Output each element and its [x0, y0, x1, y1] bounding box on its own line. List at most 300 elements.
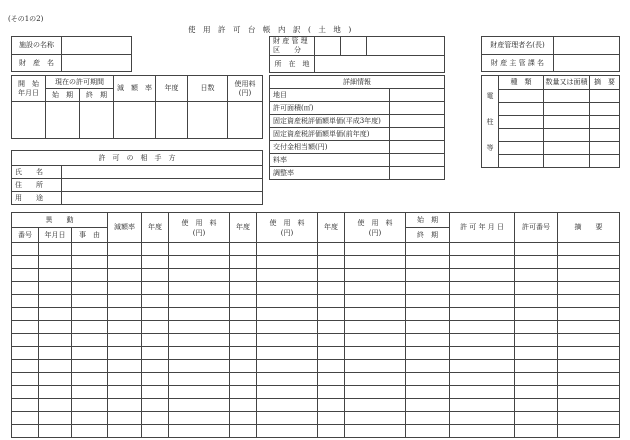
- change-cell[interactable]: [318, 282, 345, 295]
- change-row: [12, 399, 620, 412]
- change-cell[interactable]: [108, 373, 142, 386]
- change-row: [12, 256, 620, 269]
- change-cell[interactable]: [72, 321, 108, 334]
- change-cell[interactable]: [12, 425, 39, 438]
- change-cell[interactable]: [406, 425, 450, 438]
- section-field[interactable]: [554, 55, 620, 72]
- manager-label: 財産管理者名(長): [482, 37, 554, 55]
- change-cell[interactable]: [230, 399, 257, 412]
- change-cell[interactable]: [257, 243, 318, 256]
- change-cell[interactable]: [72, 308, 108, 321]
- change-cell[interactable]: [515, 386, 558, 399]
- change-cell[interactable]: [39, 347, 72, 360]
- note-field[interactable]: [590, 90, 620, 103]
- change-cell[interactable]: [257, 295, 318, 308]
- change-cell[interactable]: [12, 399, 39, 412]
- period-block: [11, 75, 263, 139]
- change-row: [12, 386, 620, 399]
- change-cell[interactable]: [72, 256, 108, 269]
- detail-row-field[interactable]: [390, 141, 445, 154]
- change-cell[interactable]: [230, 295, 257, 308]
- location-label: 所 在 地: [270, 56, 315, 73]
- pole-side-label: 電 柱 等: [482, 76, 499, 168]
- change-cell[interactable]: [72, 412, 108, 425]
- change-cell[interactable]: [108, 256, 142, 269]
- detail-row-label: 交付金相当額(円): [270, 141, 390, 154]
- change-cell[interactable]: [142, 334, 169, 347]
- property-name-label: 財 産 名: [12, 55, 62, 72]
- change-cell[interactable]: [108, 399, 142, 412]
- change-cell[interactable]: [169, 295, 230, 308]
- change-cell[interactable]: [558, 269, 620, 282]
- change-cell[interactable]: [345, 386, 406, 399]
- change-cell[interactable]: [558, 399, 620, 412]
- change-cell[interactable]: [345, 425, 406, 438]
- change-cell[interactable]: [257, 386, 318, 399]
- change-cell[interactable]: [12, 334, 39, 347]
- change-cell[interactable]: [12, 386, 39, 399]
- division-field-3[interactable]: [367, 37, 445, 56]
- year-col-header: 年度: [142, 213, 169, 243]
- change-cell[interactable]: [450, 425, 515, 438]
- change-cell[interactable]: [39, 386, 72, 399]
- change-cell[interactable]: [345, 295, 406, 308]
- change-cell[interactable]: [169, 347, 230, 360]
- qty-field[interactable]: [544, 116, 590, 129]
- property-name-field[interactable]: [62, 55, 132, 72]
- change-cell[interactable]: [257, 347, 318, 360]
- change-cell[interactable]: [169, 386, 230, 399]
- fee-field[interactable]: [228, 102, 263, 139]
- change-cell[interactable]: [515, 282, 558, 295]
- change-cell[interactable]: [318, 321, 345, 334]
- change-cell[interactable]: [406, 347, 450, 360]
- change-row: [12, 269, 620, 282]
- change-cell[interactable]: [406, 399, 450, 412]
- change-cell[interactable]: [257, 360, 318, 373]
- current-period-label: 現在の許可期間: [46, 76, 114, 89]
- change-cell[interactable]: [345, 399, 406, 412]
- change-cell[interactable]: [72, 269, 108, 282]
- change-cell[interactable]: [39, 412, 72, 425]
- change-cell[interactable]: [108, 321, 142, 334]
- permittee-name-label: 氏 名: [12, 166, 62, 179]
- note-field[interactable]: [590, 129, 620, 142]
- change-cell[interactable]: [515, 399, 558, 412]
- change-cell[interactable]: [318, 399, 345, 412]
- change-cell[interactable]: [257, 373, 318, 386]
- change-cell[interactable]: [12, 282, 39, 295]
- change-cell[interactable]: [318, 386, 345, 399]
- permittee-address-label: 住 所: [12, 179, 62, 192]
- change-cell[interactable]: [230, 308, 257, 321]
- change-cell[interactable]: [318, 425, 345, 438]
- change-cell[interactable]: [169, 282, 230, 295]
- change-row: [12, 373, 620, 386]
- change-cell[interactable]: [108, 347, 142, 360]
- change-cell[interactable]: [345, 360, 406, 373]
- change-row: [12, 347, 620, 360]
- property-mgmt-division-label: 財 産 管 理 区 分: [270, 37, 315, 56]
- change-cell[interactable]: [515, 321, 558, 334]
- change-cell[interactable]: [406, 308, 450, 321]
- change-cell[interactable]: [450, 399, 515, 412]
- kind-field[interactable]: [499, 142, 544, 155]
- change-row: [12, 425, 620, 438]
- change-cell[interactable]: [142, 412, 169, 425]
- change-cell[interactable]: [169, 243, 230, 256]
- start-date-field[interactable]: [12, 102, 46, 139]
- change-cell[interactable]: [72, 243, 108, 256]
- change-cell[interactable]: [72, 347, 108, 360]
- change-cell[interactable]: [39, 373, 72, 386]
- change-cell[interactable]: [108, 412, 142, 425]
- manager-box: [481, 36, 620, 72]
- change-cell[interactable]: [406, 243, 450, 256]
- change-cell[interactable]: [450, 295, 515, 308]
- change-cell[interactable]: [39, 334, 72, 347]
- change-cell[interactable]: [142, 321, 169, 334]
- change-cell[interactable]: [230, 386, 257, 399]
- change-cell[interactable]: [169, 399, 230, 412]
- change-cell[interactable]: [406, 360, 450, 373]
- reduction-label: 減 額 率: [114, 76, 156, 102]
- qty-field[interactable]: [544, 155, 590, 168]
- facility-name-field[interactable]: [62, 37, 132, 55]
- change-cell[interactable]: [515, 295, 558, 308]
- change-cell[interactable]: [142, 269, 169, 282]
- manager-field[interactable]: [554, 37, 620, 55]
- change-cell[interactable]: [257, 282, 318, 295]
- end-label: 終 期: [80, 89, 114, 102]
- reason-col-header: 事 由: [72, 228, 108, 243]
- change-cell[interactable]: [318, 269, 345, 282]
- change-cell[interactable]: [230, 321, 257, 334]
- change-cell[interactable]: [345, 321, 406, 334]
- kind-field[interactable]: [499, 116, 544, 129]
- change-cell[interactable]: [406, 412, 450, 425]
- change-cell[interactable]: [230, 347, 257, 360]
- change-cell[interactable]: [108, 269, 142, 282]
- note-field[interactable]: [590, 116, 620, 129]
- change-cell[interactable]: [39, 295, 72, 308]
- change-cell[interactable]: [257, 308, 318, 321]
- kind-header: 種 類: [499, 76, 544, 90]
- change-cell[interactable]: [450, 256, 515, 269]
- change-row: [12, 360, 620, 373]
- change-cell[interactable]: [450, 347, 515, 360]
- kind-field[interactable]: [499, 155, 544, 168]
- change-cell[interactable]: [142, 386, 169, 399]
- change-cell[interactable]: [39, 308, 72, 321]
- change-cell[interactable]: [345, 347, 406, 360]
- change-cell[interactable]: [257, 412, 318, 425]
- change-cell[interactable]: [450, 373, 515, 386]
- change-cell[interactable]: [39, 269, 72, 282]
- start-date-label: 開 始 年月日: [12, 76, 46, 102]
- change-cell[interactable]: [257, 321, 318, 334]
- facility-name-label: 施設の名称: [12, 37, 62, 55]
- change-cell[interactable]: [72, 334, 108, 347]
- change-cell[interactable]: [39, 282, 72, 295]
- change-row: [12, 412, 620, 425]
- change-cell[interactable]: [39, 256, 72, 269]
- detail-row-field[interactable]: [390, 115, 445, 128]
- change-cell[interactable]: [558, 425, 620, 438]
- change-cell[interactable]: [169, 334, 230, 347]
- change-cell[interactable]: [230, 425, 257, 438]
- change-cell[interactable]: [12, 360, 39, 373]
- change-cell[interactable]: [230, 360, 257, 373]
- change-cell[interactable]: [39, 243, 72, 256]
- permit-no-header: 許可番号: [515, 213, 558, 243]
- change-cell[interactable]: [345, 256, 406, 269]
- change-cell[interactable]: [345, 282, 406, 295]
- change-cell[interactable]: [108, 334, 142, 347]
- change-cell[interactable]: [142, 308, 169, 321]
- change-cell[interactable]: [318, 347, 345, 360]
- change-cell[interactable]: [230, 243, 257, 256]
- change-cell[interactable]: [450, 321, 515, 334]
- reduction-col-header: 減額率: [108, 213, 142, 243]
- change-cell[interactable]: [72, 386, 108, 399]
- change-cell[interactable]: [72, 425, 108, 438]
- qty-field[interactable]: [544, 103, 590, 116]
- change-cell[interactable]: [72, 295, 108, 308]
- change-cell[interactable]: [558, 360, 620, 373]
- permittee-purpose-field[interactable]: [62, 192, 263, 205]
- change-cell[interactable]: [345, 334, 406, 347]
- kind-field[interactable]: [499, 90, 544, 103]
- date-col-header: 年月日: [39, 228, 72, 243]
- change-cell[interactable]: [257, 269, 318, 282]
- change-cell[interactable]: [318, 256, 345, 269]
- division-field-1[interactable]: [315, 37, 341, 56]
- detail-row-field[interactable]: [390, 89, 445, 102]
- change-cell[interactable]: [558, 412, 620, 425]
- permittee-name-field[interactable]: [62, 166, 263, 179]
- change-cell[interactable]: [318, 308, 345, 321]
- change-cell[interactable]: [318, 360, 345, 373]
- detail-row-field[interactable]: [390, 128, 445, 141]
- change-cell[interactable]: [450, 360, 515, 373]
- change-cell[interactable]: [108, 243, 142, 256]
- change-cell[interactable]: [515, 256, 558, 269]
- change-row: [12, 308, 620, 321]
- change-cell[interactable]: [142, 373, 169, 386]
- change-cell[interactable]: [12, 347, 39, 360]
- days-field[interactable]: [188, 102, 228, 139]
- change-cell[interactable]: [169, 373, 230, 386]
- change-cell[interactable]: [108, 308, 142, 321]
- change-cell[interactable]: [72, 360, 108, 373]
- change-cell[interactable]: [12, 373, 39, 386]
- fee-label: 使用料 (円): [228, 76, 263, 102]
- change-cell[interactable]: [515, 425, 558, 438]
- change-cell[interactable]: [406, 373, 450, 386]
- change-cell[interactable]: [72, 282, 108, 295]
- change-cell[interactable]: [39, 425, 72, 438]
- change-cell[interactable]: [12, 269, 39, 282]
- year-col-header: 年度: [230, 213, 257, 243]
- change-cell[interactable]: [142, 347, 169, 360]
- change-cell[interactable]: [39, 399, 72, 412]
- change-cell[interactable]: [169, 308, 230, 321]
- change-cell[interactable]: [515, 269, 558, 282]
- change-cell[interactable]: [450, 282, 515, 295]
- change-cell[interactable]: [406, 256, 450, 269]
- detail-row-label: 固定資産税評価額単価(前年度): [270, 128, 390, 141]
- change-cell[interactable]: [558, 347, 620, 360]
- change-cell[interactable]: [406, 282, 450, 295]
- change-cell[interactable]: [406, 295, 450, 308]
- change-cell[interactable]: [108, 295, 142, 308]
- change-row: [12, 321, 620, 334]
- change-cell[interactable]: [39, 321, 72, 334]
- change-cell[interactable]: [230, 373, 257, 386]
- change-cell[interactable]: [515, 243, 558, 256]
- change-cell[interactable]: [318, 373, 345, 386]
- reduction-field[interactable]: [114, 102, 156, 139]
- change-cell[interactable]: [169, 269, 230, 282]
- change-cell[interactable]: [142, 360, 169, 373]
- form-title: 使 用 許 可 台 帳 内 訳 ( 土 地 ): [188, 25, 352, 34]
- change-cell[interactable]: [230, 412, 257, 425]
- change-row: [12, 334, 620, 347]
- change-cell[interactable]: [257, 256, 318, 269]
- detail-row-field[interactable]: [390, 102, 445, 115]
- change-cell[interactable]: [558, 243, 620, 256]
- change-cell[interactable]: [515, 360, 558, 373]
- change-cell[interactable]: [515, 373, 558, 386]
- change-cell[interactable]: [450, 386, 515, 399]
- change-row: [12, 282, 620, 295]
- year-field[interactable]: [156, 102, 188, 139]
- change-cell[interactable]: [169, 360, 230, 373]
- change-cell[interactable]: [257, 425, 318, 438]
- change-cell[interactable]: [12, 295, 39, 308]
- change-cell[interactable]: [515, 308, 558, 321]
- change-cell[interactable]: [12, 321, 39, 334]
- detail-block: [269, 75, 445, 180]
- change-cell[interactable]: [169, 425, 230, 438]
- change-cell[interactable]: [558, 321, 620, 334]
- note-field[interactable]: [590, 142, 620, 155]
- change-cell[interactable]: [39, 360, 72, 373]
- change-cell[interactable]: [142, 425, 169, 438]
- location-field[interactable]: [315, 56, 445, 73]
- change-cell[interactable]: [406, 321, 450, 334]
- pole-block: [481, 75, 620, 168]
- change-cell[interactable]: [12, 412, 39, 425]
- change-cell[interactable]: [230, 334, 257, 347]
- change-cell[interactable]: [345, 373, 406, 386]
- change-cell[interactable]: [318, 334, 345, 347]
- change-cell[interactable]: [230, 282, 257, 295]
- change-cell[interactable]: [72, 399, 108, 412]
- change-cell[interactable]: [345, 308, 406, 321]
- change-cell[interactable]: [558, 256, 620, 269]
- change-cell[interactable]: [345, 412, 406, 425]
- change-cell[interactable]: [558, 373, 620, 386]
- change-cell[interactable]: [450, 334, 515, 347]
- change-cell[interactable]: [108, 386, 142, 399]
- note-field[interactable]: [590, 103, 620, 116]
- change-cell[interactable]: [450, 243, 515, 256]
- change-cell[interactable]: [142, 282, 169, 295]
- change-cell[interactable]: [108, 360, 142, 373]
- change-cell[interactable]: [169, 412, 230, 425]
- change-cell[interactable]: [142, 243, 169, 256]
- change-cell[interactable]: [450, 412, 515, 425]
- note-field[interactable]: [590, 155, 620, 168]
- detail-header: 詳細情報: [270, 76, 445, 89]
- change-cell[interactable]: [12, 243, 39, 256]
- change-cell[interactable]: [318, 243, 345, 256]
- change-cell[interactable]: [558, 295, 620, 308]
- start-field[interactable]: [46, 102, 80, 139]
- change-cell[interactable]: [230, 256, 257, 269]
- division-field-2[interactable]: [341, 37, 367, 56]
- year-col-header: 年度: [318, 213, 345, 243]
- change-cell[interactable]: [558, 386, 620, 399]
- qty-header: 数量又は面積: [544, 76, 590, 90]
- change-cell[interactable]: [257, 334, 318, 347]
- kind-field[interactable]: [499, 103, 544, 116]
- change-cell[interactable]: [406, 334, 450, 347]
- change-cell[interactable]: [515, 412, 558, 425]
- change-cell[interactable]: [450, 269, 515, 282]
- qty-field[interactable]: [544, 142, 590, 155]
- change-cell[interactable]: [318, 295, 345, 308]
- change-cell[interactable]: [108, 425, 142, 438]
- change-cell[interactable]: [318, 412, 345, 425]
- change-cell[interactable]: [345, 269, 406, 282]
- fee-col-header: 使 用 料 (円): [345, 213, 406, 243]
- permittee-address-field[interactable]: [62, 179, 263, 192]
- qty-field[interactable]: [544, 90, 590, 103]
- change-cell[interactable]: [169, 256, 230, 269]
- change-cell[interactable]: [558, 308, 620, 321]
- change-cell[interactable]: [515, 347, 558, 360]
- change-cell[interactable]: [12, 256, 39, 269]
- change-cell[interactable]: [406, 386, 450, 399]
- change-cell[interactable]: [169, 321, 230, 334]
- detail-row-field[interactable]: [390, 154, 445, 167]
- change-cell[interactable]: [142, 295, 169, 308]
- detail-row-field[interactable]: [390, 167, 445, 180]
- change-cell[interactable]: [345, 243, 406, 256]
- change-cell[interactable]: [515, 334, 558, 347]
- end-field[interactable]: [80, 102, 114, 139]
- days-label: 日数: [188, 76, 228, 102]
- kind-field[interactable]: [499, 129, 544, 142]
- change-cell[interactable]: [72, 373, 108, 386]
- change-cell[interactable]: [142, 399, 169, 412]
- change-cell[interactable]: [230, 269, 257, 282]
- change-cell[interactable]: [142, 256, 169, 269]
- note-header: 摘 要: [590, 76, 620, 90]
- change-cell[interactable]: [12, 308, 39, 321]
- change-cell[interactable]: [406, 269, 450, 282]
- change-cell[interactable]: [257, 399, 318, 412]
- change-cell[interactable]: [450, 308, 515, 321]
- change-cell[interactable]: [108, 282, 142, 295]
- change-cell[interactable]: [558, 334, 620, 347]
- change-cell[interactable]: [558, 282, 620, 295]
- property-mgmt-box: [269, 36, 445, 73]
- qty-field[interactable]: [544, 129, 590, 142]
